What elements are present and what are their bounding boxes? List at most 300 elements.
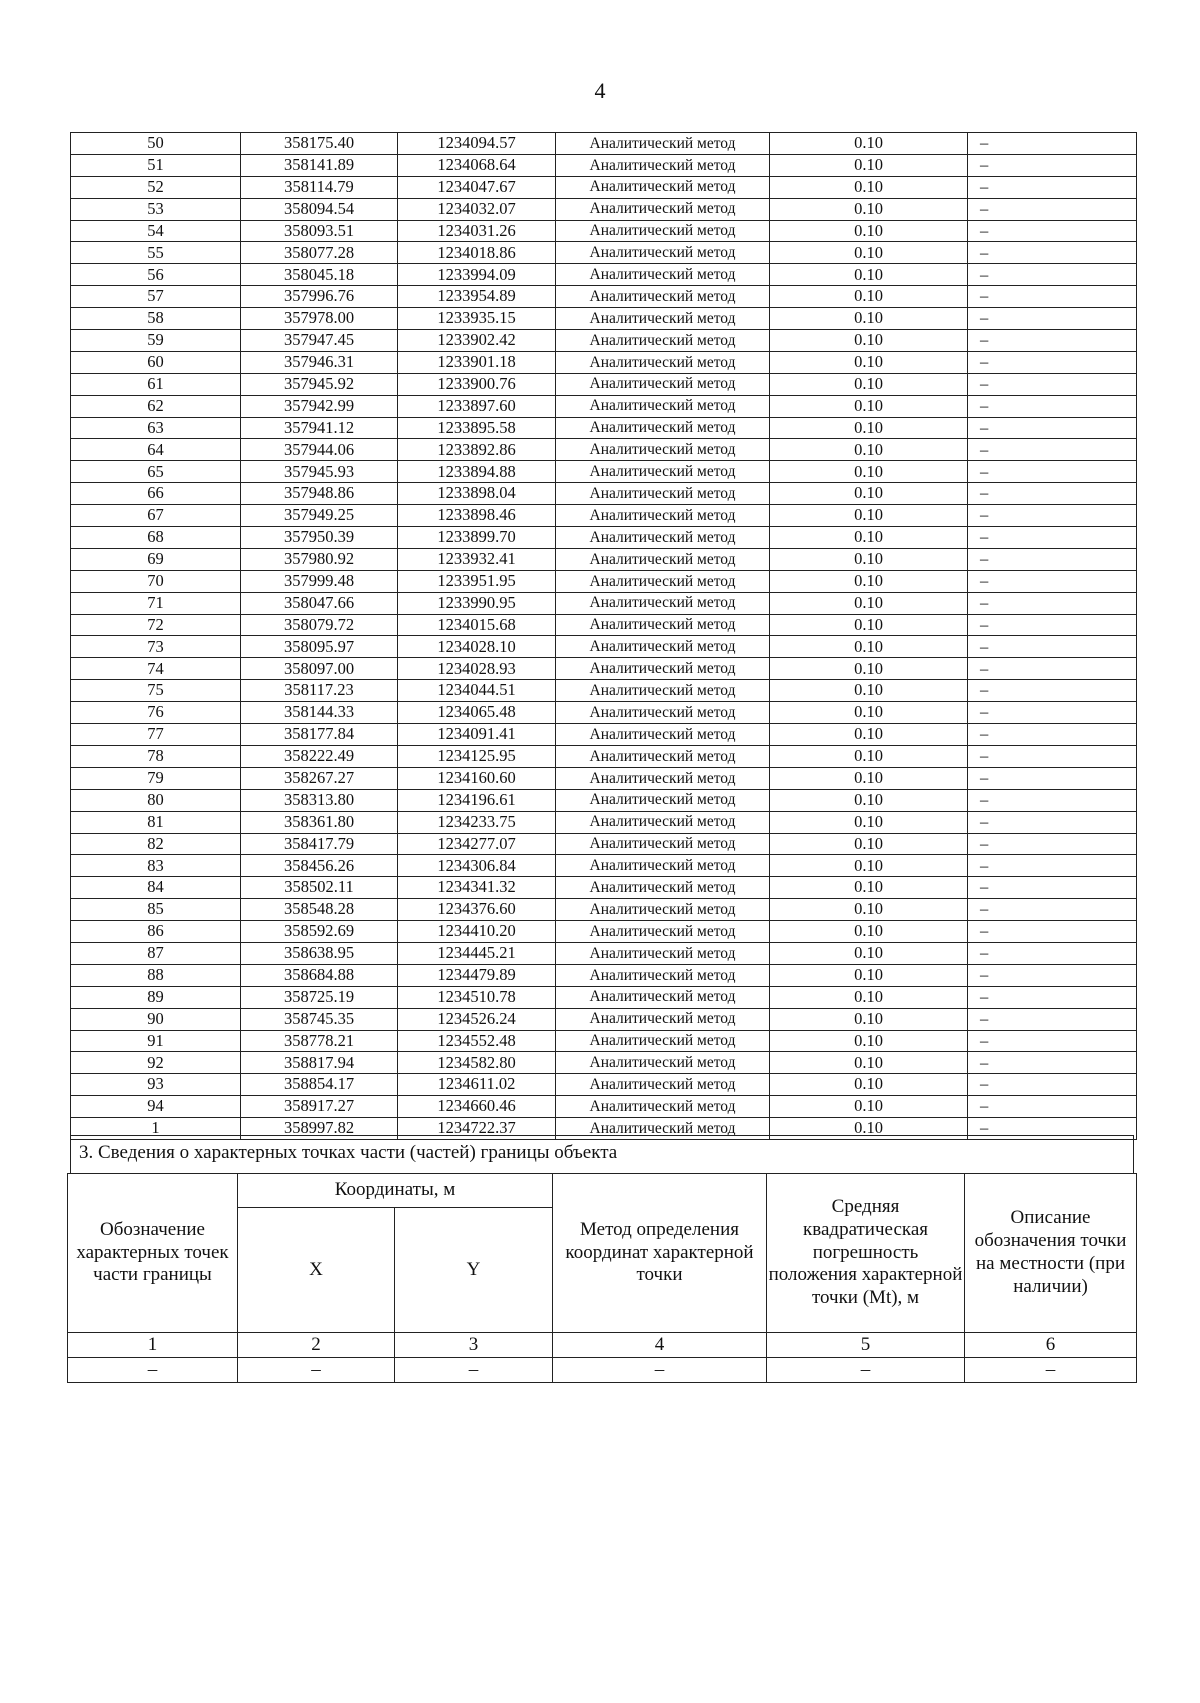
method-cell: Аналитический метод — [556, 986, 770, 1008]
point-number-cell: 55 — [71, 242, 241, 264]
x-coordinate-cell: 357945.92 — [241, 373, 398, 395]
table-row — [71, 176, 1137, 198]
description-cell: – — [968, 548, 1137, 570]
point-number-cell: 75 — [71, 680, 241, 702]
y-coordinate-cell: 1234047.67 — [398, 176, 556, 198]
method-cell: Аналитический метод — [556, 395, 770, 417]
description-cell: – — [968, 614, 1137, 636]
table-row — [71, 308, 1137, 330]
table-row — [71, 264, 1137, 286]
point-number-cell: 59 — [71, 330, 241, 352]
description-cell: – — [968, 133, 1137, 155]
method-cell: Аналитический метод — [556, 505, 770, 527]
error-cell: 0.10 — [770, 1030, 968, 1052]
error-cell: 0.10 — [770, 439, 968, 461]
method-cell: Аналитический метод — [556, 767, 770, 789]
description-cell: – — [968, 242, 1137, 264]
error-cell: 0.10 — [770, 811, 968, 833]
method-cell: Аналитический метод — [556, 242, 770, 264]
error-cell: 0.10 — [770, 395, 968, 417]
error-cell: 0.10 — [770, 220, 968, 242]
column-number: 6 — [965, 1333, 1137, 1358]
y-coordinate-cell: 1233994.09 — [398, 264, 556, 286]
header-method: Метод определения координат характерной точки — [553, 1174, 767, 1333]
y-coordinate-cell: 1233935.15 — [398, 308, 556, 330]
table-row — [71, 395, 1137, 417]
y-coordinate-cell: 1233951.95 — [398, 570, 556, 592]
method-cell: Аналитический метод — [556, 351, 770, 373]
error-cell: 0.10 — [770, 176, 968, 198]
table-row — [71, 351, 1137, 373]
error-cell: 0.10 — [770, 198, 968, 220]
y-coordinate-cell: 1234125.95 — [398, 745, 556, 767]
point-number-cell: 62 — [71, 395, 241, 417]
point-number-cell: 74 — [71, 658, 241, 680]
description-cell: – — [968, 1008, 1137, 1030]
description-cell: – — [968, 330, 1137, 352]
x-coordinate-cell: 358854.17 — [241, 1074, 398, 1096]
description-cell: – — [968, 351, 1137, 373]
table-row — [71, 767, 1137, 789]
header-description: Описание обозначения точки на местности (при наличии) — [965, 1174, 1137, 1333]
error-cell: 0.10 — [770, 724, 968, 746]
table-row — [71, 461, 1137, 483]
x-coordinate-cell: 358095.97 — [241, 636, 398, 658]
y-coordinate-cell: 1233901.18 — [398, 351, 556, 373]
y-coordinate-cell: 1234410.20 — [398, 921, 556, 943]
point-number-cell: 70 — [71, 570, 241, 592]
header-y: Y — [395, 1208, 553, 1333]
method-cell: Аналитический метод — [556, 789, 770, 811]
empty-cell: – — [68, 1358, 238, 1383]
description-cell: – — [968, 570, 1137, 592]
y-coordinate-cell: 1234015.68 — [398, 614, 556, 636]
method-cell: Аналитический метод — [556, 614, 770, 636]
description-cell: – — [968, 789, 1137, 811]
x-coordinate-cell: 358222.49 — [241, 745, 398, 767]
error-cell: 0.10 — [770, 461, 968, 483]
method-cell: Аналитический метод — [556, 308, 770, 330]
column-number: 5 — [767, 1333, 965, 1358]
point-number-cell: 57 — [71, 286, 241, 308]
table-row — [71, 373, 1137, 395]
description-cell: – — [968, 964, 1137, 986]
description-cell: – — [968, 220, 1137, 242]
y-coordinate-cell: 1234341.32 — [398, 877, 556, 899]
description-cell: – — [968, 439, 1137, 461]
point-number-cell: 94 — [71, 1096, 241, 1118]
description-cell: – — [968, 811, 1137, 833]
y-coordinate-cell: 1234018.86 — [398, 242, 556, 264]
point-number-cell: 91 — [71, 1030, 241, 1052]
error-cell: 0.10 — [770, 330, 968, 352]
table-row — [71, 855, 1137, 877]
description-cell: – — [968, 198, 1137, 220]
error-cell: 0.10 — [770, 658, 968, 680]
y-coordinate-cell: 1233902.42 — [398, 330, 556, 352]
table-row — [71, 680, 1137, 702]
x-coordinate-cell: 358045.18 — [241, 264, 398, 286]
description-cell: – — [968, 986, 1137, 1008]
method-cell: Аналитический метод — [556, 570, 770, 592]
point-number-cell: 69 — [71, 548, 241, 570]
header-x: X — [238, 1208, 395, 1333]
boundary-points-table — [70, 132, 1137, 1140]
x-coordinate-cell: 358117.23 — [241, 680, 398, 702]
error-cell: 0.10 — [770, 877, 968, 899]
header-error-text: Средняя квадратическая погрешность положения характерной точки (Mt), м — [768, 1196, 963, 1309]
table-row — [71, 417, 1137, 439]
description-cell: – — [968, 395, 1137, 417]
error-cell: 0.10 — [770, 308, 968, 330]
table-row — [71, 811, 1137, 833]
error-cell: 0.10 — [770, 1052, 968, 1074]
table-row — [71, 899, 1137, 921]
error-cell: 0.10 — [770, 264, 968, 286]
y-coordinate-cell: 1233897.60 — [398, 395, 556, 417]
method-cell: Аналитический метод — [556, 855, 770, 877]
point-number-cell: 87 — [71, 942, 241, 964]
y-coordinate-cell: 1234160.60 — [398, 767, 556, 789]
table-row — [71, 570, 1137, 592]
table-row — [71, 614, 1137, 636]
x-coordinate-cell: 358313.80 — [241, 789, 398, 811]
point-number-cell: 88 — [71, 964, 241, 986]
x-coordinate-cell: 357978.00 — [241, 308, 398, 330]
table-row — [71, 592, 1137, 614]
x-coordinate-cell: 358094.54 — [241, 198, 398, 220]
y-coordinate-cell: 1233894.88 — [398, 461, 556, 483]
x-coordinate-cell: 358077.28 — [241, 242, 398, 264]
y-coordinate-cell: 1233895.58 — [398, 417, 556, 439]
y-coordinate-cell: 1234376.60 — [398, 899, 556, 921]
y-coordinate-cell: 1234044.51 — [398, 680, 556, 702]
error-cell: 0.10 — [770, 964, 968, 986]
x-coordinate-cell: 358141.89 — [241, 154, 398, 176]
table-row — [71, 505, 1137, 527]
method-cell: Аналитический метод — [556, 745, 770, 767]
point-number-cell: 79 — [71, 767, 241, 789]
error-cell: 0.10 — [770, 505, 968, 527]
table-row — [71, 198, 1137, 220]
description-cell: – — [968, 461, 1137, 483]
y-coordinate-cell: 1233892.86 — [398, 439, 556, 461]
x-coordinate-cell: 357949.25 — [241, 505, 398, 527]
x-coordinate-cell: 358267.27 — [241, 767, 398, 789]
method-cell: Аналитический метод — [556, 330, 770, 352]
y-coordinate-cell: 1234306.84 — [398, 855, 556, 877]
method-cell: Аналитический метод — [556, 1096, 770, 1118]
x-coordinate-cell: 358047.66 — [241, 592, 398, 614]
error-cell: 0.10 — [770, 133, 968, 155]
error-cell: 0.10 — [770, 592, 968, 614]
x-coordinate-cell: 358548.28 — [241, 899, 398, 921]
point-number-cell: 89 — [71, 986, 241, 1008]
description-cell: – — [968, 264, 1137, 286]
description-cell: – — [968, 483, 1137, 505]
x-coordinate-cell: 358177.84 — [241, 724, 398, 746]
error-cell: 0.10 — [770, 1096, 968, 1118]
point-number-cell: 84 — [71, 877, 241, 899]
header-coordinates: Координаты, м — [238, 1174, 553, 1208]
method-cell: Аналитический метод — [556, 877, 770, 899]
description-cell: – — [968, 1030, 1137, 1052]
point-number-cell: 82 — [71, 833, 241, 855]
error-cell: 0.10 — [770, 548, 968, 570]
error-cell: 0.10 — [770, 483, 968, 505]
description-cell: – — [968, 921, 1137, 943]
error-cell: 0.10 — [770, 767, 968, 789]
y-coordinate-cell: 1233898.04 — [398, 483, 556, 505]
table-row — [71, 942, 1137, 964]
point-number-cell: 51 — [71, 154, 241, 176]
y-coordinate-cell: 1234031.26 — [398, 220, 556, 242]
point-number-cell: 53 — [71, 198, 241, 220]
method-cell: Аналитический метод — [556, 1074, 770, 1096]
y-coordinate-cell: 1234277.07 — [398, 833, 556, 855]
header-error — [767, 1174, 965, 1333]
x-coordinate-cell: 358638.95 — [241, 942, 398, 964]
error-cell: 0.10 — [770, 680, 968, 702]
x-coordinate-cell: 357947.45 — [241, 330, 398, 352]
error-cell: 0.10 — [770, 286, 968, 308]
table-row — [71, 133, 1137, 155]
error-cell: 0.10 — [770, 789, 968, 811]
x-coordinate-cell: 357944.06 — [241, 439, 398, 461]
y-coordinate-cell: 1234611.02 — [398, 1074, 556, 1096]
error-cell: 0.10 — [770, 986, 968, 1008]
table-row — [71, 1096, 1137, 1118]
description-cell: – — [968, 680, 1137, 702]
point-number-cell: 93 — [71, 1074, 241, 1096]
table-row — [71, 964, 1137, 986]
x-coordinate-cell: 358745.35 — [241, 1008, 398, 1030]
error-cell: 0.10 — [770, 1074, 968, 1096]
x-coordinate-cell: 358997.82 — [241, 1118, 398, 1140]
column-number: 2 — [238, 1333, 395, 1358]
point-number-cell: 58 — [71, 308, 241, 330]
description-cell: – — [968, 724, 1137, 746]
point-number-cell: 60 — [71, 351, 241, 373]
method-cell: Аналитический метод — [556, 680, 770, 702]
error-cell: 0.10 — [770, 745, 968, 767]
description-cell: – — [968, 745, 1137, 767]
table-row — [71, 986, 1137, 1008]
y-coordinate-cell: 1233900.76 — [398, 373, 556, 395]
description-cell: – — [968, 899, 1137, 921]
point-number-cell: 68 — [71, 527, 241, 549]
x-coordinate-cell: 357948.86 — [241, 483, 398, 505]
error-cell: 0.10 — [770, 1008, 968, 1030]
error-cell: 0.10 — [770, 1118, 968, 1140]
description-cell: – — [968, 833, 1137, 855]
table-row — [71, 702, 1137, 724]
table-row — [71, 658, 1137, 680]
point-number-cell: 64 — [71, 439, 241, 461]
y-coordinate-cell: 1234065.48 — [398, 702, 556, 724]
method-cell: Аналитический метод — [556, 942, 770, 964]
column-number: 4 — [553, 1333, 767, 1358]
method-cell: Аналитический метод — [556, 198, 770, 220]
method-cell: Аналитический метод — [556, 592, 770, 614]
table-row — [71, 483, 1137, 505]
table-row — [71, 724, 1137, 746]
x-coordinate-cell: 358114.79 — [241, 176, 398, 198]
x-coordinate-cell: 358093.51 — [241, 220, 398, 242]
method-cell: Аналитический метод — [556, 724, 770, 746]
description-cell: – — [968, 942, 1137, 964]
y-coordinate-cell: 1233899.70 — [398, 527, 556, 549]
point-number-cell: 73 — [71, 636, 241, 658]
description-cell: – — [968, 308, 1137, 330]
point-number-cell: 61 — [71, 373, 241, 395]
x-coordinate-cell: 357950.39 — [241, 527, 398, 549]
error-cell: 0.10 — [770, 351, 968, 373]
table-row — [71, 1030, 1137, 1052]
point-number-cell: 52 — [71, 176, 241, 198]
table-row — [71, 921, 1137, 943]
part-boundary-points-table — [67, 1173, 1137, 1383]
y-coordinate-cell: 1233898.46 — [398, 505, 556, 527]
error-cell: 0.10 — [770, 614, 968, 636]
error-cell: 0.10 — [770, 899, 968, 921]
method-cell: Аналитический метод — [556, 636, 770, 658]
description-cell: – — [968, 154, 1137, 176]
point-number-cell: 90 — [71, 1008, 241, 1030]
table-row — [71, 286, 1137, 308]
method-cell: Аналитический метод — [556, 964, 770, 986]
method-cell: Аналитический метод — [556, 921, 770, 943]
point-number-cell: 86 — [71, 921, 241, 943]
method-cell: Аналитический метод — [556, 461, 770, 483]
table-row — [71, 636, 1137, 658]
x-coordinate-cell: 358417.79 — [241, 833, 398, 855]
method-cell: Аналитический метод — [556, 1118, 770, 1140]
point-number-cell: 72 — [71, 614, 241, 636]
y-coordinate-cell: 1234032.07 — [398, 198, 556, 220]
y-coordinate-cell: 1234582.80 — [398, 1052, 556, 1074]
y-coordinate-cell: 1234479.89 — [398, 964, 556, 986]
x-coordinate-cell: 358817.94 — [241, 1052, 398, 1074]
description-cell: – — [968, 1096, 1137, 1118]
method-cell: Аналитический метод — [556, 702, 770, 724]
x-coordinate-cell: 358144.33 — [241, 702, 398, 724]
table-row — [71, 220, 1137, 242]
table-row — [71, 789, 1137, 811]
method-cell: Аналитический метод — [556, 264, 770, 286]
y-coordinate-cell: 1234722.37 — [398, 1118, 556, 1140]
point-number-cell: 63 — [71, 417, 241, 439]
y-coordinate-cell: 1234028.93 — [398, 658, 556, 680]
header-point-designation: Обозначение характерных точек части границы — [68, 1174, 238, 1333]
method-cell: Аналитический метод — [556, 133, 770, 155]
y-coordinate-cell: 1234445.21 — [398, 942, 556, 964]
point-number-cell: 65 — [71, 461, 241, 483]
description-cell: – — [968, 417, 1137, 439]
method-cell: Аналитический метод — [556, 1030, 770, 1052]
description-cell: – — [968, 176, 1137, 198]
table-row — [71, 330, 1137, 352]
point-number-cell: 71 — [71, 592, 241, 614]
table-row — [71, 548, 1137, 570]
table-row — [71, 154, 1137, 176]
table-row — [71, 877, 1137, 899]
y-coordinate-cell: 1234028.10 — [398, 636, 556, 658]
y-coordinate-cell: 1233954.89 — [398, 286, 556, 308]
description-cell: – — [968, 505, 1137, 527]
method-cell: Аналитический метод — [556, 286, 770, 308]
description-cell: – — [968, 658, 1137, 680]
method-cell: Аналитический метод — [556, 899, 770, 921]
x-coordinate-cell: 358917.27 — [241, 1096, 398, 1118]
y-coordinate-cell: 1234091.41 — [398, 724, 556, 746]
table-row — [71, 745, 1137, 767]
description-cell: – — [968, 286, 1137, 308]
method-cell: Аналитический метод — [556, 154, 770, 176]
description-cell: – — [968, 702, 1137, 724]
table-row — [71, 439, 1137, 461]
point-number-cell: 85 — [71, 899, 241, 921]
x-coordinate-cell: 358175.40 — [241, 133, 398, 155]
error-cell: 0.10 — [770, 417, 968, 439]
table-row — [71, 1008, 1137, 1030]
empty-cell: – — [395, 1358, 553, 1383]
point-number-cell: 80 — [71, 789, 241, 811]
x-coordinate-cell: 358592.69 — [241, 921, 398, 943]
x-coordinate-cell: 357946.31 — [241, 351, 398, 373]
description-cell: – — [968, 373, 1137, 395]
x-coordinate-cell: 358502.11 — [241, 877, 398, 899]
method-cell: Аналитический метод — [556, 176, 770, 198]
empty-cell: – — [965, 1358, 1137, 1383]
empty-cell: – — [553, 1358, 767, 1383]
error-cell: 0.10 — [770, 570, 968, 592]
error-cell: 0.10 — [770, 942, 968, 964]
method-cell: Аналитический метод — [556, 658, 770, 680]
point-number-cell: 67 — [71, 505, 241, 527]
point-number-cell: 76 — [71, 702, 241, 724]
x-coordinate-cell: 358361.80 — [241, 811, 398, 833]
x-coordinate-cell: 358684.88 — [241, 964, 398, 986]
page-number: 4 — [594, 78, 606, 103]
method-cell: Аналитический метод — [556, 548, 770, 570]
y-coordinate-cell: 1234552.48 — [398, 1030, 556, 1052]
point-number-cell: 66 — [71, 483, 241, 505]
x-coordinate-cell: 358725.19 — [241, 986, 398, 1008]
y-coordinate-cell: 1234510.78 — [398, 986, 556, 1008]
method-cell: Аналитический метод — [556, 220, 770, 242]
x-coordinate-cell: 358097.00 — [241, 658, 398, 680]
x-coordinate-cell: 358778.21 — [241, 1030, 398, 1052]
description-cell: – — [968, 877, 1137, 899]
description-cell: – — [968, 1052, 1137, 1074]
x-coordinate-cell: 357942.99 — [241, 395, 398, 417]
point-number-cell: 50 — [71, 133, 241, 155]
point-number-cell: 56 — [71, 264, 241, 286]
empty-cell: – — [238, 1358, 395, 1383]
description-cell: – — [968, 1074, 1137, 1096]
method-cell: Аналитический метод — [556, 417, 770, 439]
y-coordinate-cell: 1234526.24 — [398, 1008, 556, 1030]
x-coordinate-cell: 358456.26 — [241, 855, 398, 877]
point-number-cell: 77 — [71, 724, 241, 746]
error-cell: 0.10 — [770, 242, 968, 264]
x-coordinate-cell: 357996.76 — [241, 286, 398, 308]
x-coordinate-cell: 358079.72 — [241, 614, 398, 636]
point-number-cell: 54 — [71, 220, 241, 242]
description-cell: – — [968, 767, 1137, 789]
empty-cell: – — [767, 1358, 965, 1383]
